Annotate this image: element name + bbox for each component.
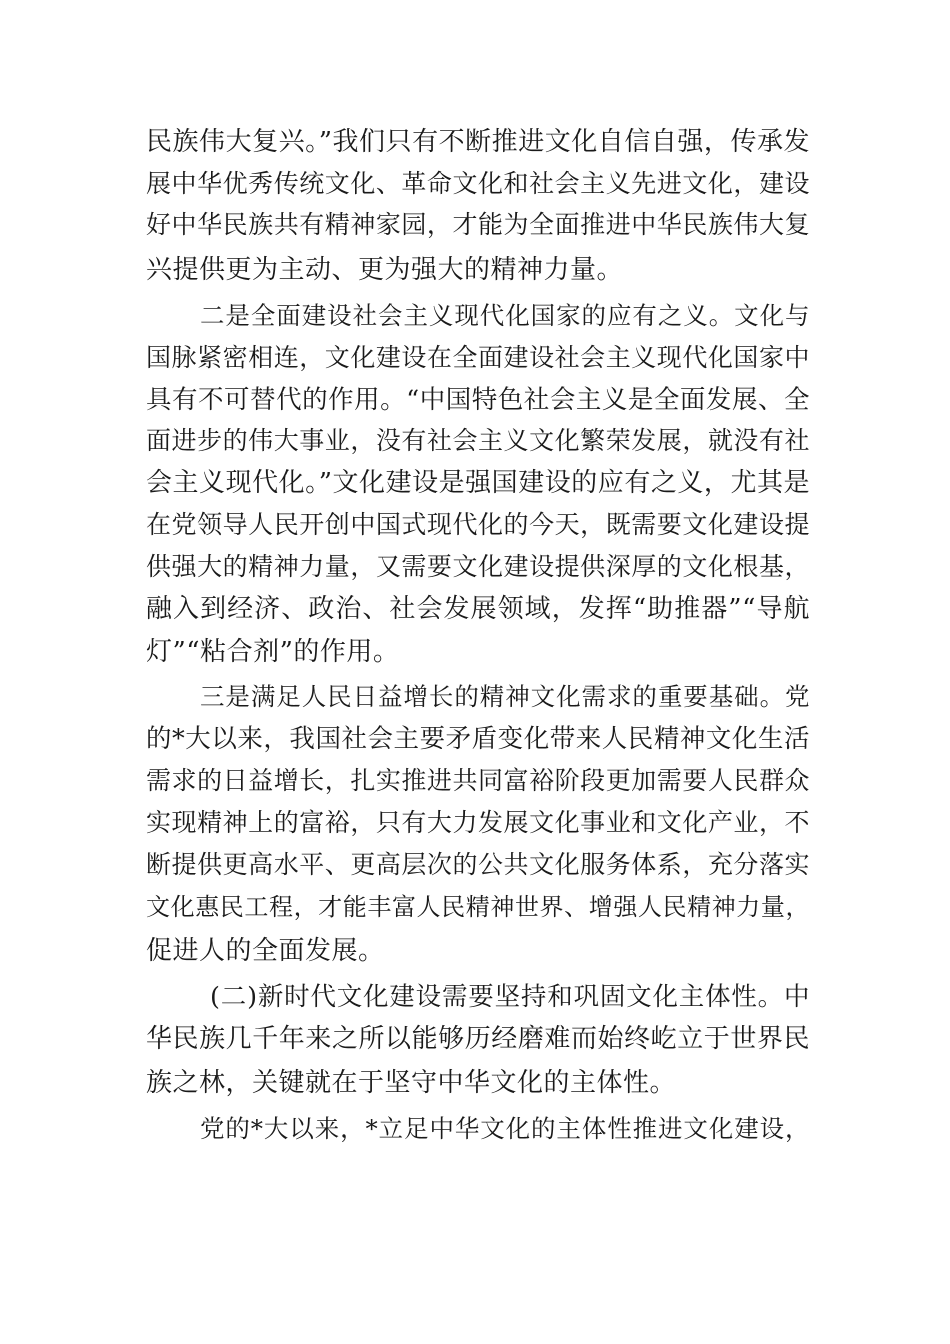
text-line: 文化惠民工程，才能丰富人民精神世界、增强人民精神力量， <box>146 893 810 921</box>
section-heading-line: (二)新时代文化建设需要坚持和巩固文化主体性。中 <box>210 982 810 1012</box>
text-line: 国脉紧密相连，文化建设在全面建设社会主义现代化国家中 <box>146 343 810 372</box>
text-line: 展中华优秀传统文化、革命文化和社会主义先进文化，建设 <box>146 169 810 198</box>
text-line: 在党领导人民开创中国式现代化的今天，既需要文化建设提 <box>146 510 810 539</box>
text-line: 实现精神上的富裕，只有大力发展文化事业和文化产业，不 <box>146 808 810 837</box>
text-line: 族之林，关键就在于坚守中华文化的主体性。 <box>146 1068 677 1098</box>
text-line: 党的*大以来，*立足中华文化的主体性推进文化建设， <box>200 1114 810 1143</box>
text-line: 促进人的全面发展。 <box>146 936 385 966</box>
text-line: 好中华民族共有精神家园，才能为全面推进中华民族伟大复 <box>146 210 810 239</box>
text-line: 华民族几千年来之所以能够历经磨难而始终屹立于世界民 <box>146 1024 810 1054</box>
text-line: 灯”“粘合剂”的作用。 <box>146 637 400 667</box>
text-line: 断提供更高水平、更高层次的公共文化服务体系，充分落实 <box>146 850 810 879</box>
text-line: 民族伟大复兴。”我们只有不断推进文化自信自强，传承发 <box>146 127 810 157</box>
paragraph-heading-line: 三是满足人民日益增长的精神文化需求的重要基础。党 <box>200 682 810 711</box>
text-line: 会主义现代化。”文化建设是强国建设的应有之义，尤其是 <box>146 468 810 498</box>
paragraph-heading-line: 二是全面建设社会主义现代化国家的应有之义。文化与 <box>200 301 810 330</box>
text-line: 融入到经济、政治、社会发展领域，发挥“助推器”“导航 <box>146 594 810 624</box>
text-line: 供强大的精神力量，又需要文化建设提供深厚的文化根基， <box>146 552 810 581</box>
text-line: 的*大以来，我国社会主要矛盾变化带来人民精神文化生活 <box>146 724 810 754</box>
text-line: 面进步的伟大事业，没有社会主义文化繁荣发展，就没有社 <box>146 426 810 455</box>
text-line: 具有不可替代的作用。“中国特色社会主义是全面发展、全 <box>146 385 810 415</box>
text-line: 兴提供更为主动、更为强大的精神力量。 <box>146 255 624 285</box>
text-line: 需求的日益增长，扎实推进共同富裕阶段更加需要人民群众 <box>146 766 810 795</box>
